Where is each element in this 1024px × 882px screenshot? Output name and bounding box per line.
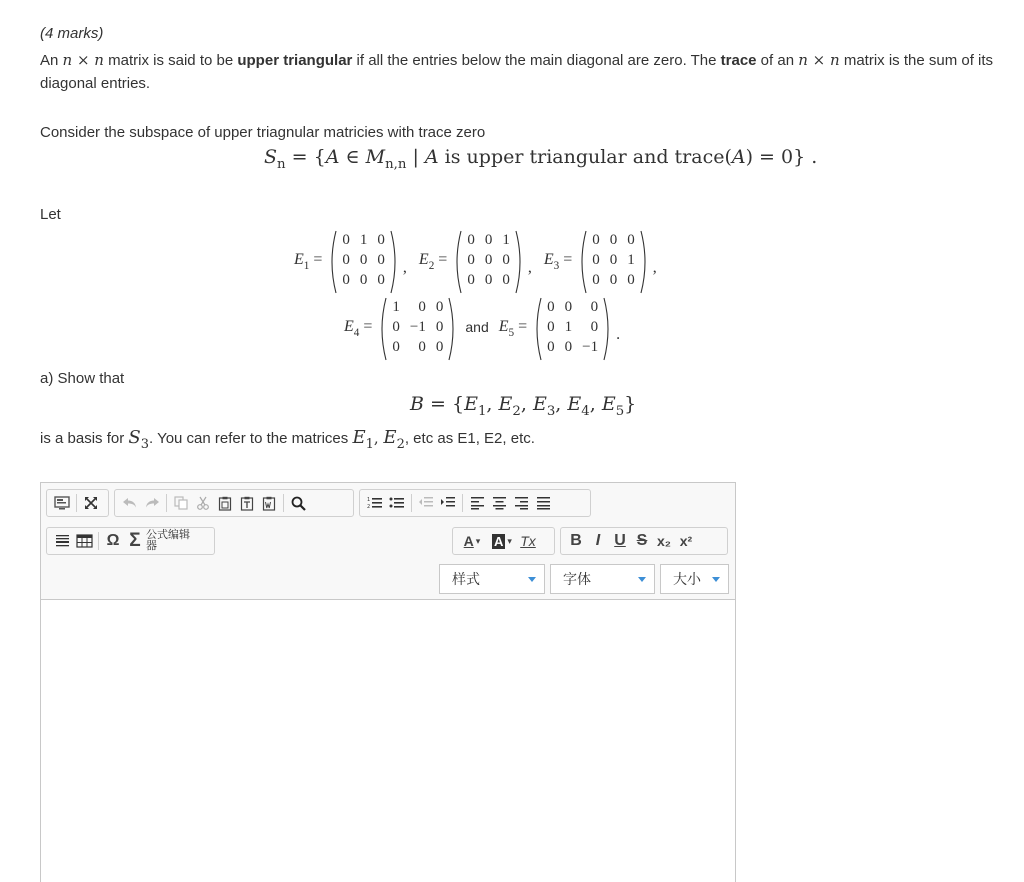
font-dropdown-label: 字体 [563, 571, 591, 587]
matrix-entry: 0 [484, 232, 493, 248]
toolbar-group-clipboard [114, 489, 354, 517]
editor-content-area[interactable] [41, 600, 735, 882]
source-icon[interactable] [51, 492, 73, 514]
strikethrough-button[interactable]: S [636, 532, 648, 549]
matrix-entry: 0 [467, 252, 475, 268]
math-text: | [406, 146, 425, 168]
matrix-entry: 0 [359, 252, 368, 268]
matrix-entry: 0 [627, 232, 635, 248]
superscript-button[interactable]: x² [679, 533, 693, 549]
basis-definition: $B = \{E_1$, $E_2$, $E_3$, $E_4$, $E_5$} [410, 393, 637, 419]
math-sub: n [277, 157, 286, 172]
left-paren [578, 230, 587, 294]
toolbar-group-insert [46, 527, 215, 555]
undo-icon[interactable] [119, 492, 141, 514]
math-text: is upper triangular and trace( [438, 146, 732, 168]
matrix-entry: 1 [564, 319, 573, 335]
matrix-entry: 0 [609, 252, 618, 268]
matrix-entry: 0 [435, 319, 444, 335]
matrix-entry: 0 [342, 232, 350, 248]
matrix-entry: 0 [467, 272, 475, 288]
matrix-entry: 0 [590, 319, 599, 335]
question-intro [40, 49, 1010, 95]
equals-sign: = [438, 251, 448, 268]
matrix-entry: 0 [484, 272, 493, 288]
matrix-entry: 0 [502, 272, 510, 288]
matrix-E5 [533, 297, 612, 357]
right-paren [640, 230, 649, 294]
indent-icon[interactable] [437, 492, 459, 514]
toolbar-group-view [46, 489, 109, 517]
answer-editor [40, 482, 736, 882]
matrix-entry: 0 [418, 339, 426, 355]
toolbar-divider [166, 494, 167, 512]
matrix-entry: −1 [582, 339, 599, 355]
equals-sign: = [518, 318, 528, 335]
intro-text: An [40, 52, 63, 69]
math-A: A [325, 146, 340, 168]
toolbar-divider [283, 494, 284, 512]
matrix-entry: 0 [359, 272, 368, 288]
let-label: Let [40, 206, 61, 223]
consider-text: Consider the subspace of upper triagnular matricies with trace zero [40, 124, 486, 141]
matrix-table [337, 230, 390, 290]
matrix-entry: 0 [435, 299, 444, 315]
intro-text: matrix is said to be [103, 52, 238, 69]
svg-text:2: 2 [367, 504, 371, 510]
matrix-entry: 1 [627, 252, 635, 268]
toolbar-group-paragraph [359, 489, 591, 517]
and-word: and [465, 319, 489, 335]
font-color-button[interactable]: A ▾ [463, 533, 481, 549]
matrix-entry: 0 [564, 299, 573, 315]
matrix-entry: −1 [409, 319, 426, 335]
matrix-E3 [578, 230, 649, 290]
matrix-entry: 0 [418, 299, 426, 315]
paste-icon[interactable] [214, 492, 236, 514]
matrix-entry: 0 [609, 272, 618, 288]
subscript-button[interactable]: x₂ [656, 533, 671, 549]
matrix-E4 [378, 297, 457, 357]
matrix-entry: 0 [547, 339, 555, 355]
comma: , [652, 259, 657, 276]
subspace-definition [264, 146, 818, 172]
part-a-label: a) Show that [40, 370, 125, 387]
remove-format-icon[interactable]: Tx [520, 533, 536, 549]
justify-icon[interactable] [532, 492, 554, 514]
matrix-entry: 0 [609, 232, 618, 248]
math-sub: n,n [385, 157, 407, 172]
intro-text: if all the entries below the main diagonal are zero. The [352, 52, 721, 69]
search-icon[interactable] [287, 492, 309, 514]
comma: , [527, 259, 532, 276]
math-n: n [798, 51, 808, 69]
right-paren [390, 230, 399, 294]
horizontal-rule-icon[interactable] [51, 530, 73, 552]
align-center-icon[interactable] [488, 492, 510, 514]
matrix-entry: 0 [502, 252, 510, 268]
math-S: S [264, 146, 278, 168]
intro-text: matrix is the sum of its diagonal entries. [40, 52, 994, 92]
equals-sign: = [363, 318, 373, 335]
math-n: n [62, 51, 73, 69]
maximize-icon[interactable] [80, 492, 102, 514]
toolbar-divider [76, 494, 77, 512]
matrix-entry: 0 [547, 299, 555, 315]
math-n: n [830, 51, 840, 69]
matrix-entry: 0 [377, 252, 385, 268]
toolbar-divider [411, 494, 412, 512]
math-text: = { [285, 146, 326, 168]
equals-sign: = [563, 251, 573, 268]
matrix-entry: 0 [342, 252, 350, 268]
left-paren [453, 230, 462, 294]
size-dropdown-label: 大小 [673, 571, 701, 587]
bg-color-button[interactable]: A ▾ [494, 533, 512, 549]
matrix-entry: 0 [592, 252, 600, 268]
matrix-entry: 0 [547, 319, 555, 335]
left-paren [378, 297, 387, 361]
math-text: ) = 0} . [745, 146, 818, 168]
matrix-entry: 0 [377, 232, 385, 248]
numbered-list-icon[interactable] [364, 492, 386, 514]
math-A: A [424, 146, 439, 168]
matrix-entry: 0 [592, 232, 600, 248]
math-M: M [365, 146, 386, 168]
paste-text-icon[interactable] [236, 492, 258, 514]
math-times: × [807, 51, 830, 69]
matrix-entry: 1 [392, 299, 400, 315]
matrix-table [387, 297, 448, 357]
redo-icon[interactable] [141, 492, 163, 514]
matrix-entry: 0 [435, 339, 444, 355]
paste-word-icon[interactable] [258, 492, 280, 514]
E2-name: $E_2$ [418, 251, 435, 272]
svg-text:1: 1 [367, 497, 371, 503]
cut-icon[interactable] [192, 492, 214, 514]
align-right-icon[interactable] [510, 492, 532, 514]
E1-name: $E_1$ [294, 251, 310, 272]
matrix-entry: 0 [484, 252, 493, 268]
matrix-line-2 [344, 297, 628, 357]
left-paren [328, 230, 337, 294]
E4-name: $E_4$ [344, 318, 360, 339]
table-icon[interactable] [73, 530, 95, 552]
toolbar-divider [98, 532, 99, 550]
matrix-E1 [328, 230, 399, 290]
matrix-entry: 0 [564, 339, 573, 355]
chevron-down-icon [638, 577, 646, 582]
matrix-entry: 0 [377, 272, 385, 288]
toolbar-group-basic-styles [560, 527, 728, 555]
matrix-entry: 0 [627, 272, 635, 288]
special-char-icon[interactable]: Ω [106, 532, 120, 549]
italic-button[interactable]: I [595, 532, 601, 549]
matrix-entry: 0 [342, 272, 350, 288]
toolbar-group-colors [452, 527, 555, 555]
left-paren [533, 297, 542, 361]
chevron-down-icon [712, 577, 720, 582]
matrix-table [587, 230, 640, 290]
math-A: A [731, 146, 746, 168]
matrix-table [542, 297, 603, 357]
basis-text: is a basis for S3. You can refer to the matrices E1, E2, etc as E1, E2, etc. [40, 427, 535, 452]
right-paren [448, 297, 457, 361]
style-dropdown-label: 样式 [452, 571, 480, 587]
matrix-entry: 1 [502, 232, 510, 248]
matrix-entry: 1 [359, 232, 368, 248]
upper-triangular-term: upper triangular [237, 52, 353, 69]
period: . [616, 326, 621, 343]
math-text: ∈ [339, 146, 366, 168]
E3-name: $E_3$ [543, 251, 560, 272]
equals-sign: = [313, 251, 323, 268]
right-paren [603, 297, 612, 361]
math-times: × [72, 51, 95, 69]
toolbar-divider [462, 494, 463, 512]
editor-toolbar [41, 483, 735, 600]
comma: , [402, 259, 407, 276]
trace-term: trace [720, 52, 757, 69]
bulleted-list-icon[interactable] [386, 492, 408, 514]
marks-label: (4 marks) [40, 25, 104, 42]
matrix-entry: 0 [392, 339, 400, 355]
chevron-down-icon [528, 577, 536, 582]
size-dropdown[interactable] [660, 564, 729, 594]
align-left-icon[interactable] [466, 492, 488, 514]
right-paren [515, 230, 524, 294]
underline-button[interactable]: U [614, 532, 626, 549]
matrix-entry: 0 [392, 319, 400, 335]
copy-icon[interactable] [170, 492, 192, 514]
matrix-line-1 [294, 230, 665, 290]
style-dropdown[interactable] [439, 564, 545, 594]
font-dropdown[interactable] [550, 564, 655, 594]
matrix-entry: 0 [467, 232, 475, 248]
matrix-entry: 0 [592, 272, 600, 288]
intro-text: of an [756, 52, 799, 69]
matrix-E2 [453, 230, 524, 290]
formula-editor-button[interactable]: 公式编辑器 [146, 529, 190, 552]
E5-name: $E_5$ [498, 318, 515, 339]
math-n: n [94, 51, 104, 69]
sigma-icon[interactable]: Σ [129, 530, 141, 551]
outdent-icon[interactable] [415, 492, 437, 514]
matrix-entry: 0 [590, 299, 599, 315]
bold-button[interactable]: B [570, 532, 582, 549]
matrix-table [462, 230, 515, 290]
